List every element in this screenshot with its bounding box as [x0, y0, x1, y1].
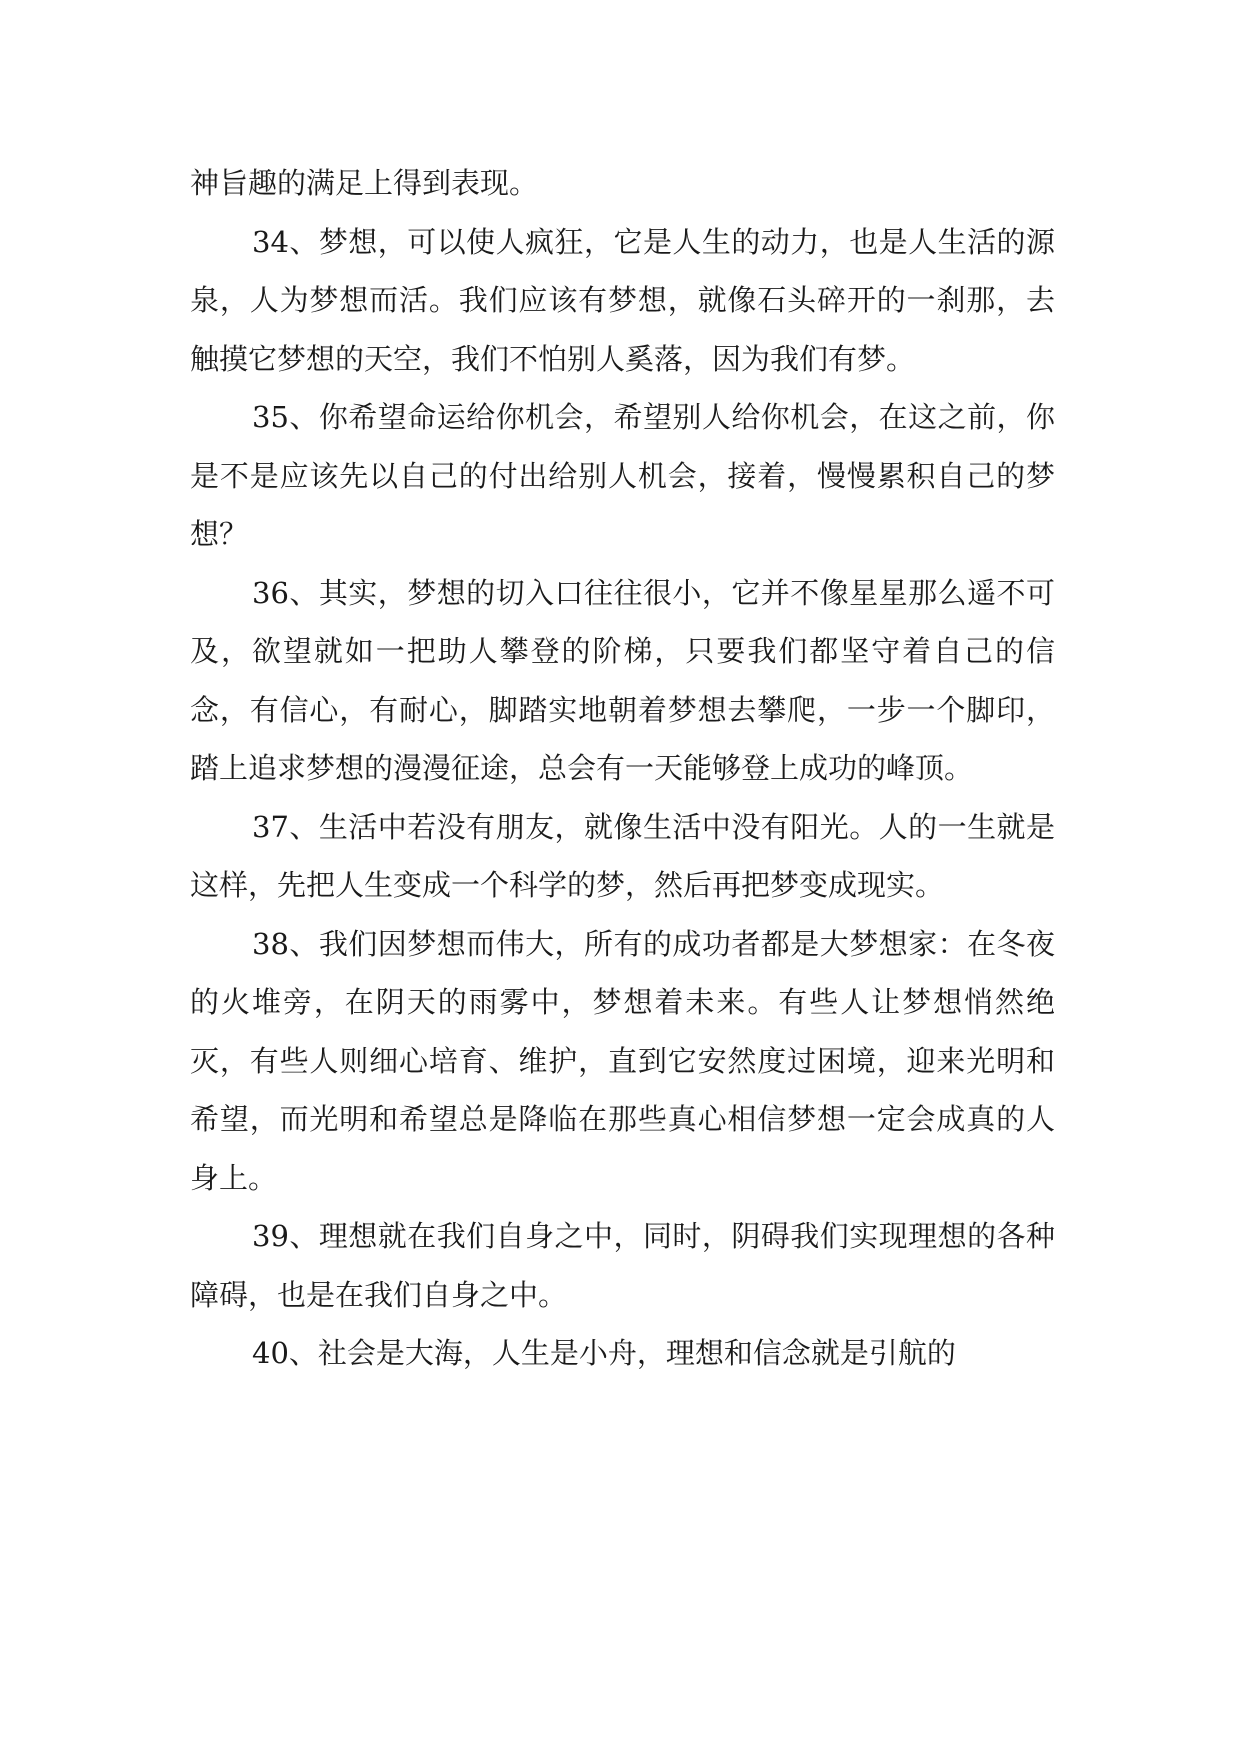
- paragraph-continued: 神旨趣的满足上得到表现。: [190, 166, 539, 200]
- paragraph-35: 35、你希望命运给你机会，希望别人给你机会，在这之前，你是不是应该先以自己的付出给别人机会，接着，慢慢累积自己的梦想？: [190, 400, 1055, 551]
- paragraph-34: 34、梦想，可以使人疯狂，它是人生的动力，也是人生活的源泉，人为梦想而活。我们应该有梦想，就像石头碎开的一刹那，去触摸它梦想的天空，我们不怕别人奚落，因为我们有梦。: [190, 224, 1055, 376]
- paragraph-38: 38、我们因梦想而伟大，所有的成功者都是大梦想家：在冬夜的火堆旁，在阴天的雨雾中，梦想着未来。有些人让梦想悄然绝灭，有些人则细心培育、维护，直到它安然度过困境，迎来光明和希望，而光明和希望总是降临在那些真心相信梦想一定会成真的人身上。: [190, 926, 1055, 1195]
- document-body: [190, 154, 1055, 1383]
- paragraph-40: 40、社会是大海，人生是小舟，理想和信念就是引航的: [252, 1336, 956, 1370]
- paragraph-36: 36、其实，梦想的切入口往往很小，它并不像星星那么遥不可及，欲望就如一把助人攀登的阶梯，只要我们都坚守着自己的信念，有信心，有耐心，脚踏实地朝着梦想去攀爬，一步一个脚印，踏上追求梦想的漫漫征途，总会有一天能够登上成功的峰顶。: [190, 575, 1055, 785]
- paragraph-37: 37、生活中若没有朋友，就像生活中没有阳光。人的一生就是这样，先把人生变成一个科学的梦，然后再把梦变成现实。: [190, 809, 1055, 902]
- paragraph-39: 39、理想就在我们自身之中，同时，阴碍我们实现理想的各种障碍，也是在我们自身之中。: [190, 1219, 1055, 1312]
